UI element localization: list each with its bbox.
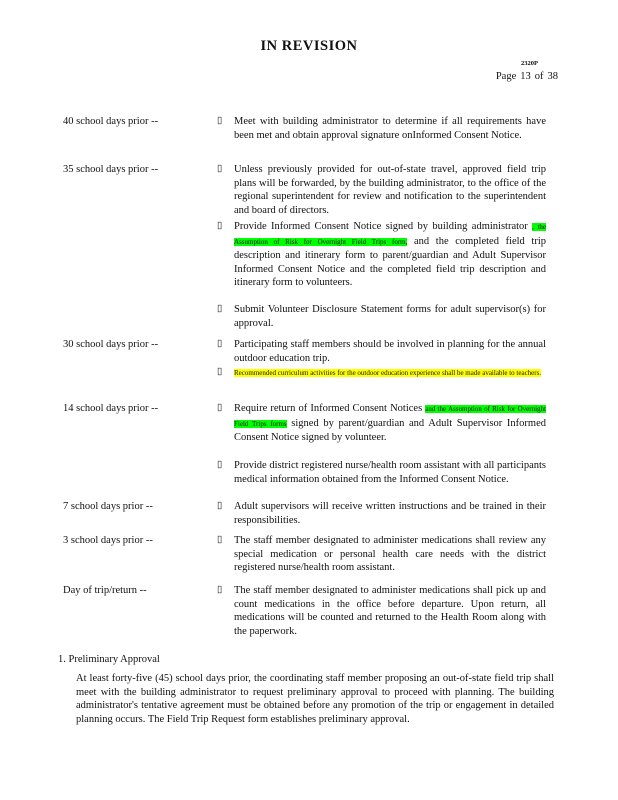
- schedule-row-label: 35 school days prior --: [63, 164, 159, 175]
- item-text: Meet with building administrator to determine if all requirements have been met and obtain approval signature onInformed Consent Notice.: [234, 116, 546, 141]
- document-title: IN REVISION: [260, 38, 358, 54]
- schedule-row-label: 30 school days prior --: [63, 339, 159, 350]
- item-text: Provide district registered nurse/health room assistant with all participants medical information obtained from the Informed Consent Notice.: [234, 460, 546, 485]
- schedule-row-label: 7 school days prior --: [63, 501, 153, 512]
- schedule-row-label: Day of trip/return --: [63, 585, 147, 596]
- policy-code: 2320P: [521, 60, 538, 67]
- bullet-icon: ▯: [217, 339, 223, 349]
- highlighted-text: Recommended curriculum activities for the outdoor education experience shall be made available to teachers.: [234, 369, 542, 377]
- schedule-row-label: 14 school days prior --: [63, 403, 159, 414]
- bullet-icon: ▯: [217, 501, 223, 511]
- schedule-item: [234, 163, 546, 217]
- schedule-item: [234, 115, 546, 142]
- schedule-row-label: 40 school days prior --: [63, 116, 159, 127]
- schedule-row-label: 3 school days prior --: [63, 535, 153, 546]
- page-number: 13: [520, 71, 531, 82]
- page-number-line: [496, 71, 558, 82]
- bullet-icon: ▯: [217, 116, 223, 126]
- schedule-item: [234, 459, 546, 486]
- item-text: The staff member designated to administer medications shall pick up and count medications in the office before departure. Upon return, all medications will be counted and returned to the Health Room along with the paperwork.: [234, 585, 546, 637]
- schedule-item: [234, 338, 546, 365]
- of-label: of: [534, 71, 544, 82]
- section-heading: 1. Preliminary Approval: [58, 654, 160, 665]
- bullet-icon: ▯: [217, 221, 223, 231]
- bullet-icon: ▯: [217, 304, 223, 314]
- schedule-item: [234, 220, 546, 290]
- bullet-icon: ▯: [217, 460, 223, 470]
- schedule-item: [234, 534, 546, 575]
- bullet-icon: ▯: [217, 535, 223, 545]
- schedule-item: [234, 366, 546, 381]
- item-text: Adult supervisors will receive written instructions and be trained in their responsibilities.: [234, 501, 546, 526]
- bullet-icon: ▯: [217, 367, 223, 377]
- item-text: Require return of Informed Consent Notices: [234, 403, 426, 414]
- section-body: At least forty-five (45) school days prior, the coordinating staff member proposing an out-of-state field trip shall meet with the building administrator to request preliminary approval to proceed with planning. The building administrator's tentative agreement must be obtained before any promotion of the trip or engagement in detailed planning occurs. The Field Trip Request form establishes preliminary approval.: [76, 673, 554, 725]
- bullet-icon: ▯: [217, 585, 223, 595]
- highlighted-text: and the Assumption of Risk for Overnight Field Trips forms: [234, 405, 546, 428]
- item-text: The staff member designated to administer medications shall review any special medication or personal health care needs with the district registered nurse/health room assistant.: [234, 535, 546, 573]
- item-text: signed by parent/guardian and Adult Supervisor Informed Consent Notice signed by volunteer.: [234, 417, 546, 443]
- page-total: 38: [547, 71, 558, 82]
- highlighted-text: , the Assumption of Risk for Overnight Field Trips form,: [234, 223, 546, 246]
- item-text: Submit Volunteer Disclosure Statement forms for adult supervisor(s) for approval.: [234, 304, 546, 329]
- bullet-icon: ▯: [217, 403, 223, 413]
- item-text: Unless previously provided for out-of-state travel, approved field trip plans will be forwarded, by the building administrator, to the office of the regional superintendent for review and notification to the superintendent and board of directors.: [234, 164, 546, 216]
- item-text: and the completed field trip description and itinerary form to parent/guardian and Adult Supervisor Informed Consent Notice and the completed field trip description and itinerary form to volunteers.: [234, 235, 547, 288]
- bullet-icon: ▯: [217, 164, 223, 174]
- item-text: Participating staff members should be involved in planning for the annual outdoor education trip.: [234, 339, 546, 364]
- schedule-item: [234, 500, 546, 527]
- schedule-item: [234, 584, 546, 638]
- item-text: Provide Informed Consent Notice signed by building administrator: [234, 221, 533, 232]
- page-label: Page: [495, 71, 517, 82]
- schedule-item: [234, 402, 546, 445]
- schedule-item: [234, 303, 546, 330]
